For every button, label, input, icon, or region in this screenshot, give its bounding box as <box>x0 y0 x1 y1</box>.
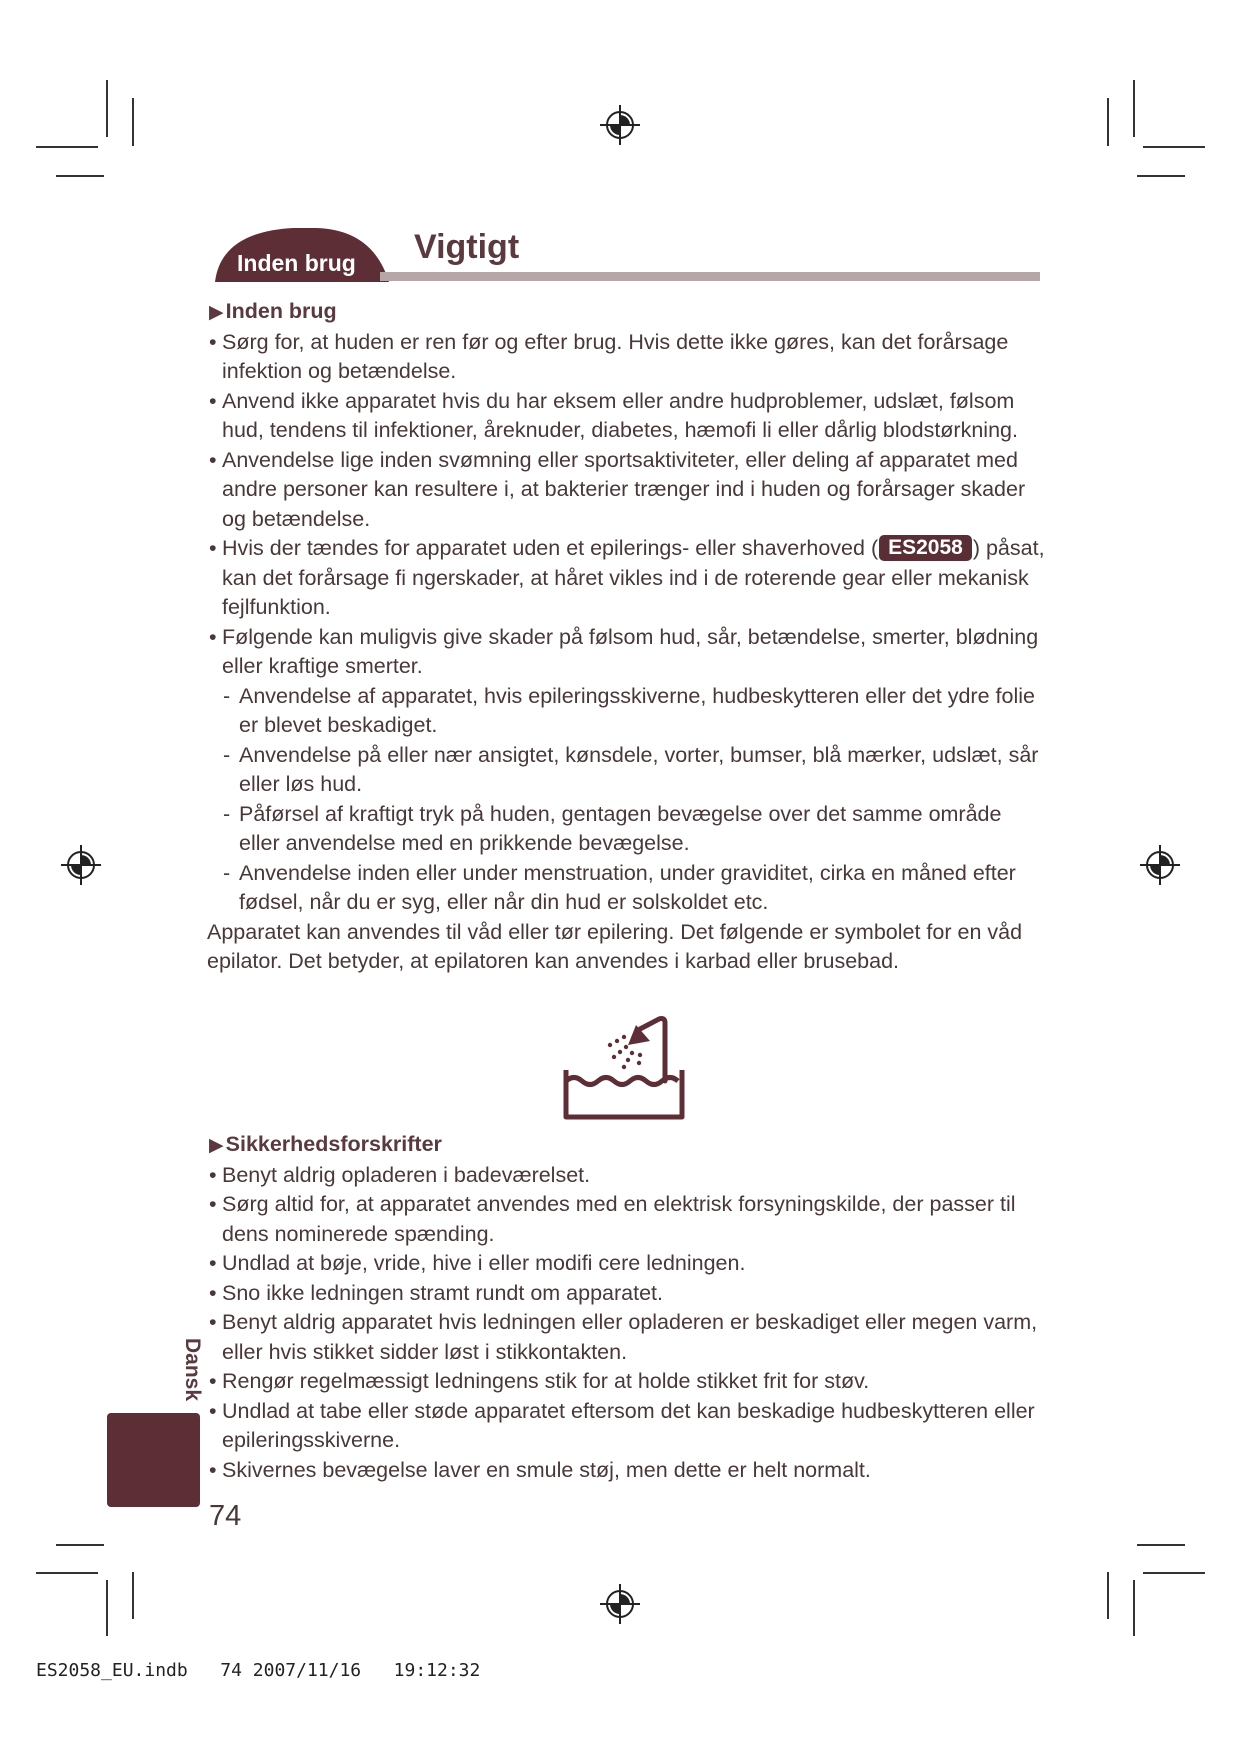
dash-item: - Anvendelse på eller nær ansigtet, kønsdele, vorter, bumser, blå mærker, udslæt, sår eller løs hud. <box>222 741 1047 800</box>
language-tab-block <box>107 1413 200 1507</box>
registration-mark-icon <box>598 103 642 147</box>
list-item: • Anvendelse lige inden svømning eller sportsaktiviteter, eller deling af apparatet med andre personer kan resultere i, at bakterier trænger ind i huden og forårsager skader og betændelse. <box>209 446 1047 535</box>
section-heading: ▶Inden brug <box>209 299 337 323</box>
section-sikkerhedsforskrifter <box>209 1130 1047 1485</box>
list-item: • Benyt aldrig apparatet hvis ledningen eller opladeren er beskadiget eller megen varm, eller hvis stikket sidder løst i stikkontakten. <box>209 1308 1047 1367</box>
slug-time: 19:12:32 <box>393 1660 481 1681</box>
slug-file: ES2058_EU.indb <box>36 1660 188 1681</box>
list-item: • Hvis der tændes for apparatet uden et epilerings- eller shaverhoved ( ES2058 ) påsat, kan det forårsage fi ngerskader, at håret vikles ind i de roterende gear eller mekanisk fejlfunktion. <box>209 534 1047 623</box>
slug-date: 2007/11/16 <box>252 1660 362 1681</box>
dash-item: - Påførsel af kraftigt tryk på huden, gentagen bevægelse over det samme område eller anvendelse med en prikkende bevægelse. <box>222 800 1047 859</box>
registration-mark-icon <box>1138 843 1182 887</box>
section-tab-label: Inden brug <box>237 250 356 276</box>
list-item: • Sørg for, at huden er ren før og efter brug. Hvis dette ikke gøres, kan det forårsage infektion og betændelse. <box>209 328 1047 387</box>
dash-item: - Anvendelse inden eller under menstruation, under graviditet, cirka en måned efter fødsel, når du er syg, eller når din hud er solskoldet etc. <box>222 859 1047 918</box>
page-title: Vigtigt <box>414 228 520 266</box>
triangle-right-icon: ▶ <box>209 302 224 323</box>
list-item: • Anvend ikke apparatet hvis du har eksem eller andre hudproblemer, udslæt, følsom hud, tendens til infektioner, åreknuder, diabetes, hæmofi li eller dårlig blodstørkning. <box>209 387 1047 446</box>
dash-item: - Anvendelse af apparatet, hvis epileringsskiverne, hudbeskytteren eller det ydre folie er blevet beskadiget. <box>222 682 1047 741</box>
language-label: Dansk <box>181 1338 204 1402</box>
list-item: • Undlad at tabe eller støde apparatet eftersom det kan beskadige hudbeskytteren eller epileringsskiverne. <box>209 1397 1047 1456</box>
list-item: • Rengør regelmæssigt ledningens stik for at holde stikket frit for støv. <box>209 1367 1047 1397</box>
bullet-list <box>209 1161 1047 1486</box>
list-item: • Benyt aldrig opladeren i badeværelset. <box>209 1161 1047 1191</box>
list-item: • Skivernes bevægelse laver en smule støj, men dette er helt normalt. <box>209 1456 1047 1486</box>
slug-page: 74 <box>220 1660 242 1681</box>
bullet-list <box>209 328 1047 918</box>
title-rule <box>380 272 1040 281</box>
bath-shower-icon <box>560 1015 690 1125</box>
registration-mark-icon <box>598 1582 642 1626</box>
page-number: 74 <box>209 1500 242 1532</box>
list-item: • Sørg altid for, at apparatet anvendes med en elektrisk forsyningskilde, der passer til dens nominerede spænding. <box>209 1190 1047 1249</box>
model-badge: ES2058 <box>879 535 972 561</box>
dash-list <box>222 682 1047 918</box>
section-inden-brug <box>209 297 1047 977</box>
list-item: • Undlad at bøje, vride, hive i eller modifi cere ledningen. <box>209 1249 1047 1279</box>
list-item: • Sno ikke ledningen stramt rundt om apparatet. <box>209 1279 1047 1309</box>
section-heading: ▶Sikkerhedsforskrifter <box>209 1132 442 1156</box>
triangle-right-icon: ▶ <box>209 1135 224 1156</box>
registration-mark-icon <box>59 843 103 887</box>
list-item: • Følgende kan muligvis give skader på følsom hud, sår, betændelse, smerter, blødning eller kraftige smerter. - Anvendelse af apparatet, hvis epileringsskiverne, hudbeskytteren eller det ydre folie er blevet beskadiget. - Anvendelse på eller nær ansigtet, kønsdele, vorter, bumser, blå mærker, udslæt, sår eller løs hud. - Påførsel af kraftigt tryk på huden, gentagen bevægelse over det samme område eller anvendelse med en prikkende bevægelse. - Anvendelse inden eller under menstruation, under graviditet, cirka en måned efter fødsel, når du er syg, eller når din hud er solskoldet etc. <box>209 623 1047 918</box>
wet-dry-paragraph: Apparatet kan anvendes til våd eller tør epilering. Det følgende er symbolet for en våd epilator. Det betyder, at epilatoren kan anvendes i karbad eller brusebad. <box>207 919 1023 973</box>
print-slug <box>36 1660 480 1681</box>
